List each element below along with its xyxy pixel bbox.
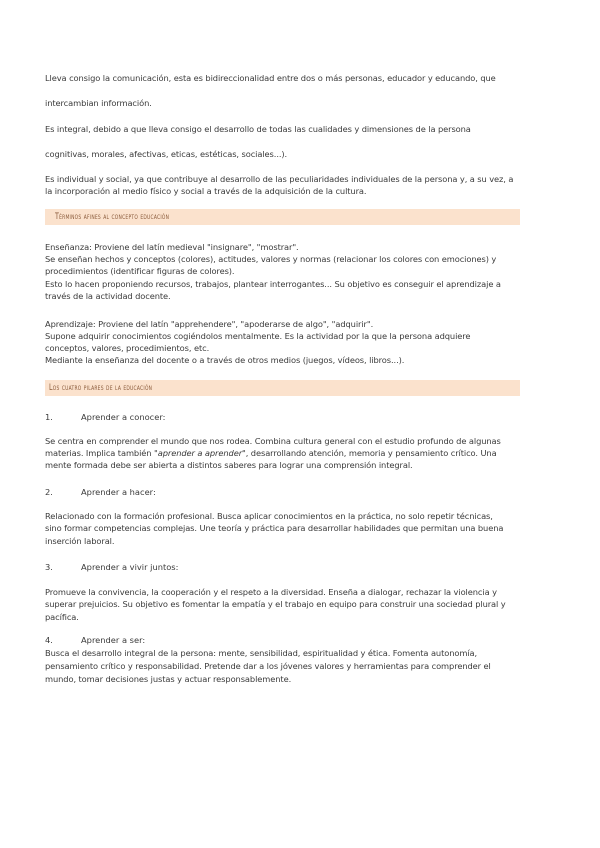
- paragraph-line: mente formada debe ser abierta a distintos saberes para lograr una comprensión integral.: [45, 460, 413, 470]
- paragraph-line: [45, 447, 560, 459]
- paragraph-line: través de la actividad docente.: [45, 291, 171, 301]
- list-item-title: Aprender a ser:: [81, 635, 146, 645]
- paragraph-line: Aprendizaje: Proviene del latín "apprehendere", "apoderarse de algo", "adquirir".: [45, 319, 374, 329]
- paragraph-line: Relacionado con la formación profesional. Busca aplicar conocimientos en la práctica, no solo repetir técnicas,: [45, 511, 493, 521]
- intro-line: Lleva consigo la comunicación, esta es bidireccionalidad entre dos o más personas, educador y educando, que: [45, 73, 496, 83]
- intro-line: la incorporación al medio físico y social a través de la adquisición de la cultura.: [45, 186, 367, 196]
- list-number: 2.: [45, 487, 53, 497]
- paragraph-line: Promueve la convivencia, la cooperación y el respeto a la diversidad. Enseña a dialogar, rechazar la violencia y: [45, 587, 497, 597]
- paragraph-line: Se enseñan hechos y conceptos (colores), actitudes, valores y normas (relacionar los colores con emociones) y: [45, 254, 497, 264]
- paragraph-line: conceptos, valores, procedimientos, etc.: [45, 343, 210, 353]
- intro-line: intercambian información.: [45, 98, 152, 108]
- list-number: 4.: [45, 635, 53, 645]
- intro-line: cognitivas, morales, afectivas, eticas, estéticas, sociales...).: [45, 149, 288, 159]
- paragraph-line: pacífica.: [45, 612, 79, 622]
- list-item-title: Aprender a vivir juntos:: [81, 562, 179, 572]
- paragraph-line: procedimientos (identificar figuras de colores).: [45, 266, 235, 276]
- paragraph-line: Busca el desarrollo integral de la persona: mente, sensibilidad, espiritualidad y ética. Fomenta autonomía,: [45, 648, 478, 658]
- list-item-title: Aprender a hacer:: [81, 487, 156, 497]
- paragraph-line: sino formar competencias complejas. Une teoría y práctica para desarrollar habilidades que permitan una buena: [45, 523, 504, 533]
- paragraph-line: Supone adquirir conocimientos cogiéndolos mentalmente. Es la actividad por la que la persona adquiere: [45, 331, 471, 341]
- paragraph-line: superar prejuicios. Su objetivo es fomentar la empatía y el trabajo en equipo para construir una sociedad plural y: [45, 599, 506, 609]
- intro-line: Es integral, debido a que lleva consigo el desarrollo de todas las cualidades y dimensiones de la persona: [45, 124, 471, 134]
- paragraph-line: pensamiento crítico y responsabilidad. Pretende dar a los jóvenes valores y herramientas para comprender el: [45, 661, 491, 671]
- italic-text: "aprender a aprender": [154, 448, 246, 458]
- list-number: 3.: [45, 562, 53, 572]
- list-item-title: Aprender a conocer:: [81, 412, 166, 422]
- paragraph-line: Se centra en comprender el mundo que nos rodea. Combina cultura general con el estudio profundo de algunas: [45, 436, 501, 446]
- paragraph-line: Mediante la enseñanza del docente o a través de otros medios (juegos, vídeos, libros...).: [45, 355, 405, 365]
- section-title: Términos afines al concepto educación: [55, 212, 170, 222]
- intro-line: Es individual y social, ya que contribuye al desarrollo de las peculiaridades individuales de la persona y, a su vez, a: [45, 174, 514, 184]
- list-number: 1.: [45, 412, 53, 422]
- paragraph-line: Enseñanza: Proviene del latín medieval "insignare", "mostrar".: [45, 242, 299, 252]
- section-title: Los cuatro pilares de la educación: [49, 383, 153, 393]
- paragraph-line: Esto lo hacen proponiendo recursos, trabajos, plantear interrogantes... Su objetivo es conseguir el aprendizaje a: [45, 279, 501, 289]
- text-run: materias. Implica también: [45, 448, 155, 458]
- paragraph-line: inserción laboral.: [45, 536, 115, 546]
- paragraph-line: mundo, tomar decisiones justas y actuar responsablemente.: [45, 674, 292, 684]
- text-run: , desarrollando atención, memoria y pensamiento crítico. Una: [245, 448, 497, 458]
